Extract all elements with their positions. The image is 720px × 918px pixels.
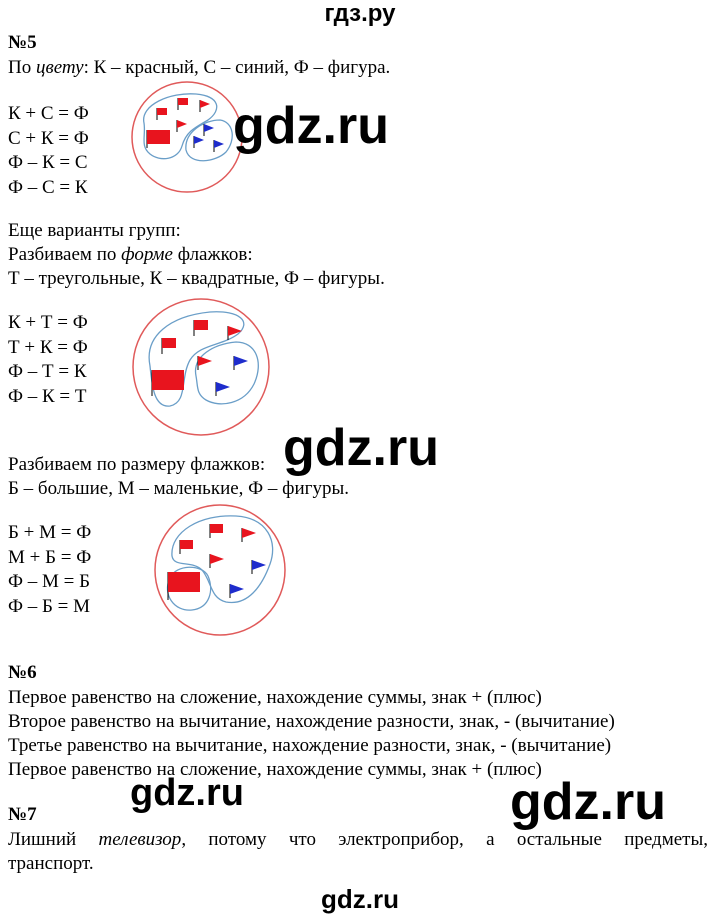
flag-blue bbox=[204, 124, 214, 136]
task6-line: Первое равенство на сложение, нахождение суммы, знак + (плюс) bbox=[8, 687, 542, 708]
task7-text-line1 bbox=[8, 828, 708, 852]
site-label-top: гдз.ру bbox=[324, 0, 396, 27]
equation: Ф – М = Б bbox=[8, 571, 91, 592]
flag-small bbox=[180, 540, 193, 554]
intro-suffix: : К – красный, С – синий, Ф – фигура. bbox=[83, 57, 391, 78]
flag-small bbox=[242, 528, 256, 542]
flag-small bbox=[210, 554, 224, 568]
equation: Ф – Т = К bbox=[8, 361, 87, 382]
task5-heading: №5 bbox=[8, 32, 37, 53]
task7-heading: №7 bbox=[8, 804, 37, 825]
equation: Т + К = Ф bbox=[8, 336, 88, 358]
flag-red bbox=[157, 108, 167, 120]
equations-size bbox=[8, 521, 91, 619]
watermark: gdz.ru bbox=[233, 97, 389, 155]
task6-heading: №6 bbox=[8, 662, 37, 683]
flag-triangle bbox=[198, 356, 212, 370]
task6-lines bbox=[8, 686, 615, 782]
flag-red bbox=[147, 130, 170, 148]
task6-line: Третье равенство на вычитание, нахождение разности, знак, - (вычитание) bbox=[8, 735, 612, 756]
flag-small bbox=[210, 524, 223, 538]
flag-red bbox=[178, 98, 188, 110]
equation: С + К = Ф bbox=[8, 127, 89, 149]
size-legend-text: Б – большие, М – маленькие, Ф – фигуры. bbox=[8, 478, 349, 499]
equation: Ф – С = К bbox=[8, 176, 88, 198]
equation: М + Б = Ф bbox=[8, 546, 92, 568]
task7-emphasis: телевизор bbox=[98, 829, 182, 850]
flags-figure-color bbox=[130, 80, 245, 195]
equation: К + Т = Ф bbox=[8, 312, 88, 333]
watermark-bottom: gdz.ru bbox=[321, 884, 399, 914]
intro-prefix: По bbox=[8, 57, 36, 78]
task6-line: Первое равенство на сложение, нахождение суммы, знак + (плюс) bbox=[8, 759, 542, 780]
flag-red bbox=[177, 120, 187, 132]
flag-blue bbox=[194, 136, 204, 148]
watermark: gdz.ru bbox=[283, 419, 439, 477]
task7-prefix: Лишний bbox=[8, 829, 99, 850]
flags-figure-shape bbox=[130, 296, 272, 438]
size-grouping-text: Разбиваем по размеру флажков: bbox=[8, 454, 266, 475]
flag-square bbox=[194, 320, 208, 336]
set-circle bbox=[133, 299, 269, 435]
flag-large bbox=[168, 572, 200, 600]
flag-square bbox=[162, 338, 176, 354]
more-variants-text: Еще варианты групп: bbox=[8, 220, 181, 241]
flag-blue bbox=[214, 140, 224, 152]
equation: Ф – К = С bbox=[8, 152, 88, 173]
shape-grouping-text bbox=[8, 243, 253, 267]
shape-suffix: флажков: bbox=[172, 244, 253, 265]
flag-small bbox=[230, 584, 244, 598]
equation: Ф – Б = М bbox=[8, 595, 91, 617]
shape-emphasis: форме bbox=[121, 244, 173, 265]
task5-intro bbox=[8, 56, 390, 80]
flags-figure-size bbox=[152, 502, 288, 638]
task7-text-line2: транспорт. bbox=[8, 853, 94, 874]
equations-color bbox=[8, 102, 89, 200]
shape-legend-text: Т – треугольные, К – квадратные, Ф – фигуры. bbox=[8, 268, 385, 289]
equations-shape bbox=[8, 311, 88, 409]
group-outline-triangles bbox=[196, 342, 259, 404]
watermark: gdz.ru bbox=[130, 772, 244, 814]
equation: Ф – К = Т bbox=[8, 385, 87, 407]
task6-line: Второе равенство на вычитание, нахождение разности, знак, - (вычитание) bbox=[8, 711, 615, 732]
flag-square bbox=[152, 370, 184, 396]
flag-triangle bbox=[234, 356, 248, 370]
flag-small bbox=[252, 560, 266, 574]
equation: К + С = Ф bbox=[8, 103, 89, 124]
intro-emphasis: цвету bbox=[35, 57, 84, 78]
task7-suffix: , потому что электроприбор, а остальные предметы, bbox=[181, 829, 708, 850]
equation: Б + М = Ф bbox=[8, 522, 92, 543]
flag-triangle bbox=[216, 382, 230, 396]
watermark: gdz.ru bbox=[510, 773, 666, 831]
flag-red bbox=[200, 100, 210, 112]
shape-prefix: Разбиваем по bbox=[8, 244, 122, 265]
